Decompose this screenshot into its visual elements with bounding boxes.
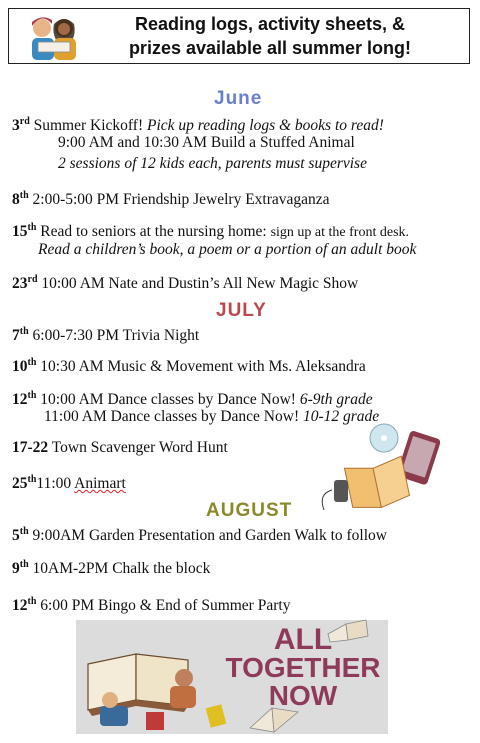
event-july-12-second: 11:00 AM Dance classes by Dance Now! 10-12 grade	[44, 408, 380, 425]
event-june-8: 8th 2:00-5:00 PM Friendship Jewelry Extravaganza	[12, 190, 330, 209]
event-june-3: 3rd Summer Kickoff! Pick up reading logs & books to read!	[12, 116, 384, 135]
event-june-3-note: 2 sessions of 12 kids each, parents must supervise	[58, 155, 367, 172]
event-july-25: 25th11:00 Animart	[12, 474, 126, 493]
event-august-9: 9th 10AM-2PM Chalk the block	[12, 559, 211, 578]
event-july-12: 12th 10:00 AM Dance classes by Dance Now! 6-9th grade	[12, 390, 373, 409]
poster-line-1: ALL	[273, 623, 333, 656]
poster-line-3: NOW	[268, 680, 338, 711]
event-day: 3rd	[12, 116, 30, 135]
event-august-12: 12th 6:00 PM Bingo & End of Summer Party	[12, 596, 291, 615]
poster-line-2: TOGETHER	[225, 652, 381, 683]
books-devices-illustration	[314, 420, 440, 520]
month-heading-june: June	[214, 88, 263, 109]
poster-title	[220, 623, 386, 711]
kids-reading-book-illustration	[76, 620, 236, 734]
banner-text	[80, 12, 460, 60]
banner-line-2: prizes available all summer long!	[128, 38, 412, 58]
event-june-15: 15th Read to seniors at the nursing home: sign up at the front desk.	[12, 222, 410, 241]
event-june-3-detail: 9:00 AM and 10:30 AM Build a Stuffed Animal	[58, 134, 355, 151]
event-june-23: 23rd 10:00 AM Nate and Dustin’s All New Magic Show	[12, 274, 359, 293]
month-heading-july: JULY	[216, 300, 267, 321]
event-july-10: 10th 10:30 AM Music & Movement with Ms. Aleksandra	[12, 357, 366, 376]
banner-line-1: Reading logs, activity sheets, &	[134, 14, 406, 34]
event-august-5: 5th 9:00AM Garden Presentation and Garden Walk to follow	[12, 526, 387, 545]
month-heading-august: AUGUST	[206, 500, 293, 521]
event-june-15-note: Read a children’s book, a poem or a portion of an adult book	[38, 241, 417, 258]
kids-reading-illustration	[24, 12, 84, 64]
event-july-7: 7th 6:00-7:30 PM Trivia Night	[12, 326, 200, 345]
event-july-17-22: 17-22 Town Scavenger Word Hunt	[12, 439, 228, 456]
